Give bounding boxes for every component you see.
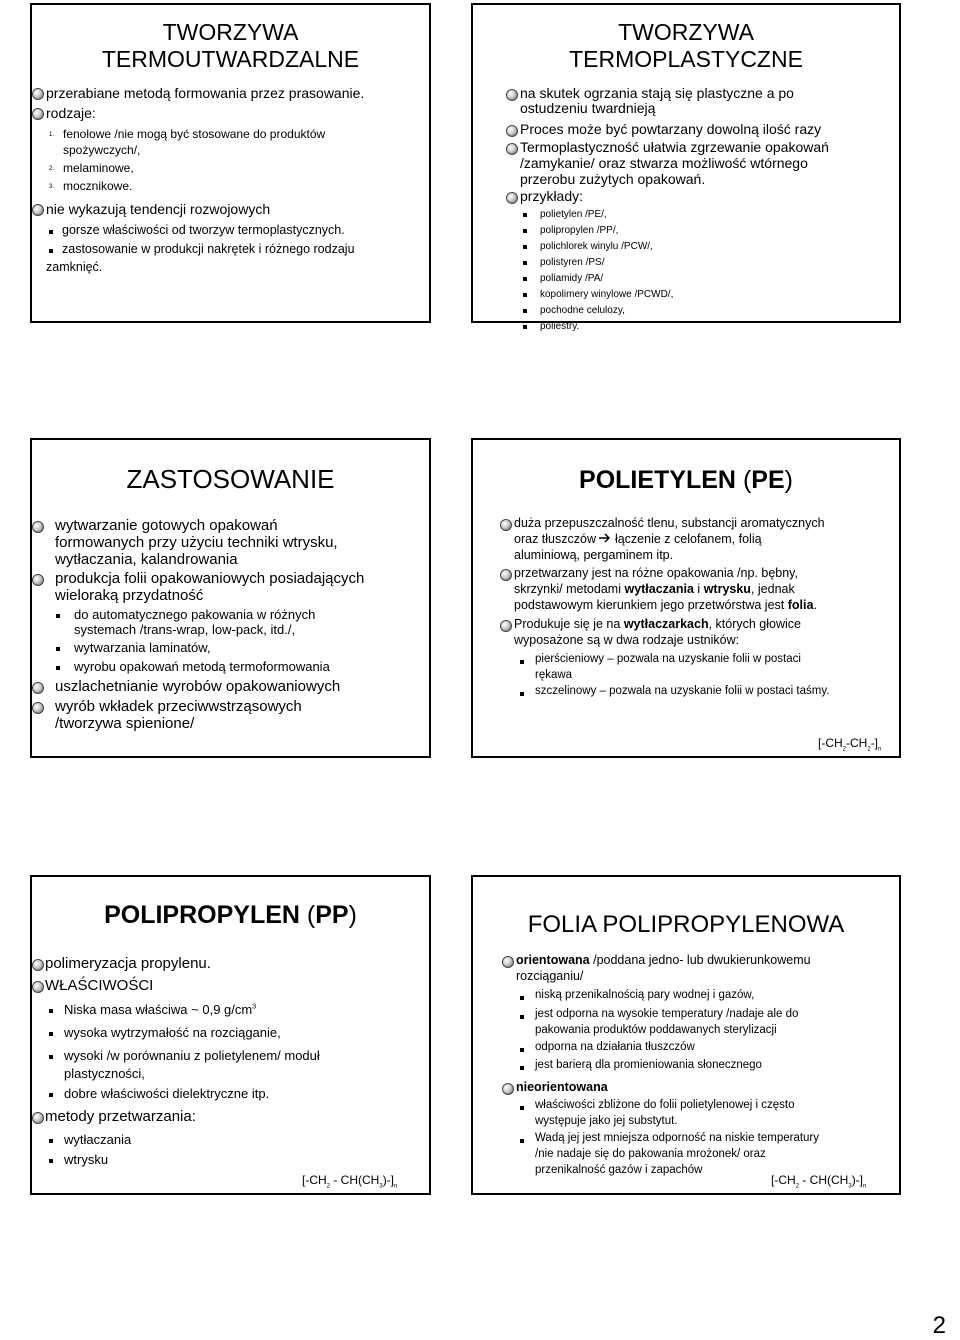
bullet-icon — [500, 620, 512, 632]
formula-subscript: 2 — [842, 746, 847, 753]
title-paren: ( — [736, 466, 752, 494]
slide-title — [32, 19, 429, 73]
chemical-formula — [818, 736, 881, 752]
list-item: fenolowe /nie mogą być stosowane do produktów — [63, 127, 326, 141]
list-item: rozciąganiu/ — [516, 969, 584, 983]
list-item: nie wykazują tendencji rozwojowych — [46, 201, 271, 217]
bullet-icon — [506, 192, 518, 204]
list-item: wysoka wytrzymałość na rozciąganie, — [64, 1025, 281, 1040]
list-item: wyrób wkładek przeciwwstrząsowych — [55, 698, 302, 715]
list-item: /nie nadaje się do pakowania mrożonek/ oraz — [535, 1148, 766, 1160]
arrow-right-icon — [599, 532, 611, 546]
list-item: rękawa — [535, 669, 573, 681]
list-item: mocznikowe. — [63, 179, 133, 193]
list-item: wyposażone są w dwa rodzaje ustników: — [514, 633, 740, 647]
title-line-1: TWORZYWA — [618, 19, 754, 45]
formula-part: )-] — [382, 1173, 395, 1187]
list-item — [514, 582, 795, 596]
square-bullet-icon — [520, 1139, 524, 1143]
bullet-icon — [500, 569, 512, 581]
list-item: jest odporna na wysokie temperatury /nadaje ale do — [535, 1008, 799, 1020]
example-item: polipropylen /PP/, — [540, 225, 619, 236]
formula-part: - CH(CH — [330, 1173, 380, 1187]
text-fragment: /poddana jedno- lub dwukierunkowemu — [589, 953, 811, 967]
square-bullet-icon — [523, 293, 527, 297]
list-item: duża przepuszczalność tlenu, substancji aromatycznych — [514, 516, 825, 530]
list-item: jest barierą dla promieniowania słonecznego — [535, 1059, 762, 1071]
example-item: polichlorek winylu /PCW/, — [540, 241, 653, 252]
title-abbrev: PP — [315, 901, 349, 929]
list-item: pakowania produktów poddawanych sterylizacji — [535, 1024, 777, 1036]
formula-part: -] — [870, 736, 879, 750]
list-item: Termoplastyczność ułatwia zgrzewanie opakowań — [520, 139, 829, 155]
list-item: pierścieniowy – pozwala na uzyskanie folii w postaci — [535, 653, 801, 665]
list-item: /zamykanie/ oraz stwarza możliwość wtórnego — [520, 155, 808, 171]
slide-title: ZASTOSOWANIE — [126, 464, 335, 494]
list-item: wytłaczania — [64, 1132, 132, 1147]
square-bullet-icon — [49, 230, 53, 234]
text-fragment: i — [693, 582, 704, 596]
list-item: spożywczych/, — [63, 143, 141, 157]
bullet-icon — [32, 682, 44, 694]
text-bold: folia — [787, 598, 814, 612]
text-bold: nieorientowana — [516, 1080, 608, 1094]
title-line-1: TWORZYWA — [162, 19, 299, 45]
text-bold: wytłaczarkach — [623, 617, 709, 631]
list-item: melaminowe, — [63, 161, 134, 175]
slide-polypropylene-film — [471, 875, 901, 1195]
bullet-icon — [506, 89, 518, 101]
square-bullet-icon — [56, 647, 60, 651]
list-item — [516, 1080, 608, 1094]
title-line-2: TERMOPLASTYCZNE — [569, 46, 803, 72]
square-bullet-icon — [523, 213, 527, 217]
list-item: odporna na działania tłuszczów — [535, 1041, 695, 1053]
text-bold: wtrysku — [703, 582, 751, 596]
list-item: przenikalność gazów i zapachów — [535, 1164, 703, 1176]
list-item: wieloraką przydatność — [55, 587, 204, 604]
square-bullet-icon — [520, 996, 524, 1000]
example-item: pochodne celulozy, — [540, 305, 625, 316]
list-item: właściwości zbliżone do folii polietylenowej i często — [535, 1099, 795, 1111]
bullet-icon — [502, 956, 514, 968]
bullet-icon — [32, 981, 44, 993]
slide-applications — [30, 438, 431, 758]
text-bold: wytłaczania — [624, 582, 694, 596]
list-item: WŁAŚCIWOŚCI — [45, 977, 154, 994]
list-item: zastosowanie w produkcji nakrętek i różnego rodzaju — [62, 242, 355, 256]
square-bullet-icon — [523, 245, 527, 249]
formula-subscript: 3 — [379, 1183, 383, 1190]
list-item: wyrobu opakowań metodą termoformowania — [74, 659, 330, 674]
formula-subscript: 2 — [326, 1183, 331, 1190]
formula-part: -CH — [846, 736, 868, 750]
list-item: podstawowym kierunkiem jego przetwórstwa jest folia. — [514, 598, 817, 612]
square-bullet-icon — [49, 1032, 53, 1036]
list-item: wytwarzanie gotowych opakowań — [55, 517, 278, 534]
list-item: przykłady: — [520, 188, 584, 204]
bullet-icon — [506, 143, 518, 155]
square-bullet-icon — [56, 614, 60, 618]
list-item: formowanych przy użyciu techniki wtrysku, — [55, 534, 338, 551]
slide-title: FOLIA POLIPROPYLENOWA — [527, 911, 845, 938]
formula-part: [-CH — [818, 736, 843, 750]
text-fragment: skrzynki/ metodami — [514, 582, 621, 596]
square-bullet-icon — [520, 692, 524, 696]
list-item: do automatycznego pakowania w różnych — [74, 607, 316, 622]
square-bullet-icon — [520, 660, 524, 664]
list-item: wtrysku — [64, 1152, 109, 1167]
list-item: wysoki /w porównaniu z polietylenem/ moduł — [64, 1048, 320, 1063]
list-item: systemach /trans-wrap, low-pack, itd./, — [74, 622, 296, 637]
square-bullet-icon — [523, 229, 527, 233]
bullet-icon — [506, 125, 518, 137]
example-item: poliamidy /PA/ — [540, 273, 604, 284]
square-bullet-icon — [56, 666, 60, 670]
list-item: plastyczności, — [64, 1066, 145, 1081]
square-bullet-icon — [523, 261, 527, 265]
title-paren: ) — [348, 901, 357, 929]
list-item: zamknięć. — [46, 260, 103, 274]
text-fragment: , których głowice — [708, 617, 801, 631]
text-bold: orientowana — [516, 953, 590, 967]
chemical-formula — [302, 1173, 397, 1189]
chemical-formula — [771, 1173, 866, 1189]
square-bullet-icon — [49, 1139, 53, 1143]
list-item: Proces może być powtarzany dowolną ilość razy — [520, 121, 822, 137]
list-item: niską przenikalnością pary wodnej i gazów, — [535, 989, 755, 1001]
formula-subscript: n — [394, 1183, 398, 1190]
text-fragment: oraz tłuszczów — [514, 532, 596, 546]
title-paren: ( — [299, 901, 316, 929]
bullet-icon — [32, 204, 44, 216]
bullet-icon — [32, 959, 44, 971]
slide-polyethylene — [471, 438, 901, 758]
square-bullet-icon — [523, 309, 527, 313]
example-item: polistyren /PS/ — [540, 257, 605, 268]
list-item: aluminiową, pergaminem itp. — [514, 548, 674, 562]
list-item: ostudzeniu twardnieją — [520, 100, 656, 116]
list-item: Wadą jej jest mniejsza odporność na niskie temperatury — [535, 1132, 820, 1144]
text-fragment: Produkuje się je na — [514, 617, 621, 631]
bullet-icon — [32, 108, 44, 120]
title-bold-part: POLIPROPYLEN — [104, 901, 300, 929]
bullet-icon — [502, 1083, 514, 1095]
slide-thermosets — [30, 3, 431, 323]
text-fragment: , jednak — [750, 582, 795, 596]
list-item: metody przetwarzania: — [45, 1108, 196, 1125]
bullet-icon — [32, 1112, 44, 1124]
list-item: polimeryzacja propylenu. — [45, 955, 211, 972]
title-paren: ) — [784, 466, 793, 494]
bullet-icon — [32, 702, 44, 714]
list-item: rodzaje: — [46, 105, 96, 121]
list-item: przetwarzany jest na różne opakowania /np. bębny, — [514, 566, 798, 580]
formula-part: )-] — [851, 1173, 864, 1187]
text-fragment: podstawowym kierunkiem jego przetwórstwa jest — [514, 598, 785, 612]
formula-subscript: n — [878, 746, 882, 753]
list-item: występuje jako jej substytut. — [535, 1115, 678, 1127]
square-bullet-icon — [520, 1066, 524, 1070]
list-item — [516, 953, 811, 967]
list-item: /tworzywa spienione/ — [55, 715, 195, 732]
example-item: polietylen /PE/, — [540, 209, 607, 220]
square-bullet-icon — [523, 277, 527, 281]
square-bullet-icon — [49, 1093, 53, 1097]
formula-subscript: 2 — [795, 1183, 800, 1190]
list-number: 2. — [49, 166, 55, 172]
list-item: szczelinowy – pozwala na uzyskanie folii w postaci taśmy. — [535, 685, 830, 697]
slide-title — [473, 19, 899, 73]
list-number: 3. — [49, 184, 55, 190]
bullet-icon — [32, 574, 44, 586]
list-item: dobre właściwości dielektryczne itp. — [64, 1086, 270, 1101]
square-bullet-icon — [523, 325, 527, 329]
title-line-2: TERMOUTWARDZALNE — [101, 46, 360, 72]
formula-subscript: 3 — [848, 1183, 852, 1190]
list-item — [514, 532, 762, 546]
list-item — [514, 617, 801, 631]
square-bullet-icon — [49, 1159, 53, 1163]
example-item: poliestry. — [540, 321, 580, 332]
slide-title — [473, 467, 899, 494]
slide-polypropylene — [30, 875, 431, 1195]
list-item: wytwarzania laminatów, — [74, 640, 211, 655]
list-item: wytłaczania, kalandrowania — [55, 551, 238, 568]
bullet-icon — [500, 519, 512, 531]
list-item: przerobu zużytych opakowań. — [520, 171, 706, 187]
text-fragment: łączenie z celofanem, folią — [614, 532, 762, 546]
text-fragment: Niska masa właściwa ~ 0,9 g/cm — [64, 1002, 253, 1017]
list-item: produkcja folii opakowaniowych posiadających — [55, 570, 365, 587]
square-bullet-icon — [520, 1048, 524, 1052]
square-bullet-icon — [49, 1055, 53, 1059]
page-number: 2 — [932, 1312, 946, 1339]
square-bullet-icon — [520, 1106, 524, 1110]
formula-part: - CH(CH — [799, 1173, 849, 1187]
formula-subscript: 2 — [867, 746, 871, 753]
list-item — [64, 1002, 256, 1017]
title-abbrev: PE — [751, 466, 785, 494]
list-number: 1. — [49, 132, 55, 138]
square-bullet-icon — [49, 1009, 53, 1013]
list-item: przerabiane metodą formowania przez prasowanie. — [46, 85, 365, 101]
formula-part: [-CH — [771, 1173, 796, 1187]
example-item: kopolimery winylowe /PCWD/, — [540, 289, 674, 300]
bullet-icon — [32, 521, 44, 533]
formula-subscript: n — [863, 1183, 867, 1190]
slide-thermoplastics — [471, 3, 901, 332]
square-bullet-icon — [520, 1015, 524, 1019]
list-item: na skutek ogrzania stają się plastyczne a po — [520, 85, 794, 101]
formula-part: [-CH — [302, 1173, 327, 1187]
bullet-icon — [32, 88, 44, 100]
slide-title — [32, 902, 429, 929]
list-item: gorsze właściwości od tworzyw termoplastycznych. — [62, 223, 345, 237]
list-item: uszlachetnianie wyrobów opakowaniowych — [55, 678, 341, 695]
title-bold-part: POLIETYLEN — [579, 466, 736, 494]
square-bullet-icon — [49, 249, 53, 253]
superscript: 3 — [252, 1003, 257, 1011]
